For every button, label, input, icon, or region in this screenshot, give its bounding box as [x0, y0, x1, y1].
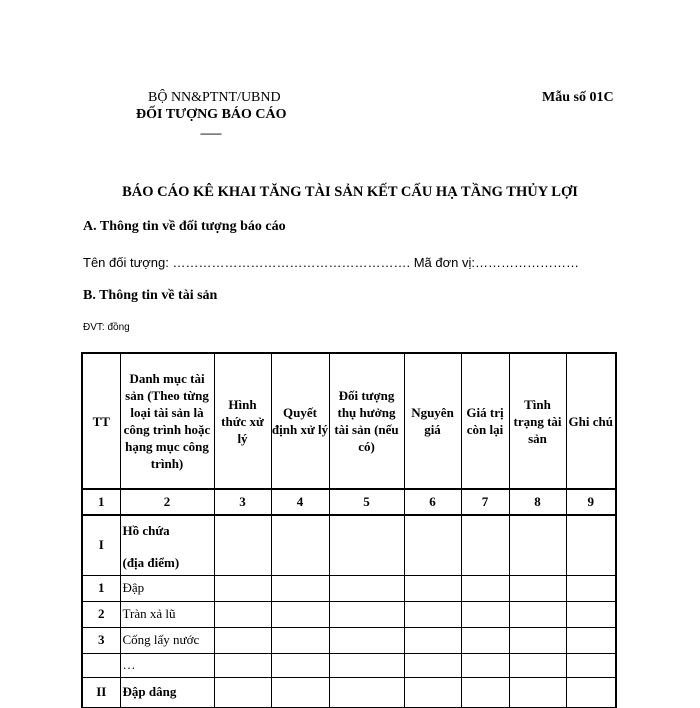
- col-header-residual-value: Giá trị còn lại: [461, 353, 509, 489]
- table-row: [82, 601, 616, 627]
- empty-cell: [509, 627, 566, 653]
- header-divider: -------: [200, 126, 221, 140]
- col-header-asset-list: Danh mục tài sản (Theo từng loại tài sản là công trình hoặc hạng mục công trình): [120, 353, 214, 489]
- empty-cell: [214, 575, 271, 601]
- empty-cell: [509, 515, 566, 575]
- group-row-reservoir: [82, 515, 616, 575]
- row-asset-name: Đập dâng: [120, 677, 214, 707]
- empty-cell: [271, 601, 329, 627]
- table-row: [82, 627, 616, 653]
- empty-cell: [461, 677, 509, 707]
- table-header-row: [82, 353, 616, 489]
- empty-cell: [329, 575, 404, 601]
- report-title: BÁO CÁO KÊ KHAI TĂNG TÀI SẢN KẾT CẤU HẠ TẦNG THỦY LỢI: [122, 184, 578, 200]
- form-number: Mẫu số 01C: [542, 90, 614, 105]
- group-row-weir: [82, 677, 616, 707]
- col-header-notes: Ghi chú: [566, 353, 616, 489]
- empty-cell: [509, 653, 566, 677]
- column-number: 8: [509, 489, 566, 515]
- empty-cell: [271, 515, 329, 575]
- currency-unit: ĐVT: đồng: [83, 322, 130, 333]
- row-tt: I: [82, 515, 120, 575]
- empty-cell: [271, 653, 329, 677]
- entity-name-line: Tên đối tượng: ………………………………………………. Mã đơn vị:……………………: [83, 255, 579, 270]
- column-number: 3: [214, 489, 271, 515]
- group-location: (địa điểm): [122, 555, 180, 570]
- table-row: [82, 653, 616, 677]
- empty-cell: [329, 677, 404, 707]
- empty-cell: [404, 653, 461, 677]
- empty-cell: [509, 575, 566, 601]
- column-number: 2: [120, 489, 214, 515]
- empty-cell: [461, 601, 509, 627]
- empty-cell: [566, 653, 616, 677]
- empty-cell: [509, 677, 566, 707]
- empty-cell: [214, 627, 271, 653]
- empty-cell: [329, 653, 404, 677]
- empty-cell: [461, 575, 509, 601]
- empty-cell: [214, 515, 271, 575]
- row-asset-name: [120, 515, 214, 575]
- row-asset-name: Cống lấy nước: [120, 627, 214, 653]
- empty-cell: [214, 601, 271, 627]
- empty-cell: [271, 575, 329, 601]
- col-header-asset-condition: Tình trạng tài sản: [509, 353, 566, 489]
- empty-cell: [214, 653, 271, 677]
- row-tt: II: [82, 677, 120, 707]
- section-a-heading: A. Thông tin về đối tượng báo cáo: [83, 219, 286, 234]
- empty-cell: [404, 601, 461, 627]
- col-header-beneficiary: Đối tượng thụ hưởng tài sản (nếu có): [329, 353, 404, 489]
- column-number-row: [82, 489, 616, 515]
- column-number: 7: [461, 489, 509, 515]
- empty-cell: [329, 627, 404, 653]
- row-tt: 2: [82, 601, 120, 627]
- group-title: Hồ chứa: [122, 523, 170, 538]
- empty-cell: [461, 515, 509, 575]
- col-header-handling-form: Hình thức xử lý: [214, 353, 271, 489]
- col-header-tt: TT: [82, 353, 120, 489]
- empty-cell: [566, 627, 616, 653]
- ministry-label: BỘ NN&PTNT/UBND: [148, 90, 281, 105]
- col-header-handling-decision: Quyết định xử lý: [271, 353, 329, 489]
- row-asset-name: Đập: [120, 575, 214, 601]
- table-row: [82, 575, 616, 601]
- empty-cell: [271, 677, 329, 707]
- column-number: 5: [329, 489, 404, 515]
- column-number: 1: [82, 489, 120, 515]
- column-number: 9: [566, 489, 616, 515]
- empty-cell: [404, 627, 461, 653]
- empty-cell: [214, 677, 271, 707]
- empty-cell: [271, 627, 329, 653]
- empty-cell: [329, 515, 404, 575]
- column-number: 6: [404, 489, 461, 515]
- empty-cell: [329, 601, 404, 627]
- row-tt: 1: [82, 575, 120, 601]
- row-asset-name: …: [120, 653, 214, 677]
- empty-cell: [566, 575, 616, 601]
- empty-cell: [566, 515, 616, 575]
- reporting-entity-label: ĐỐI TƯỢNG BÁO CÁO: [136, 107, 287, 122]
- empty-cell: [461, 653, 509, 677]
- empty-cell: [461, 627, 509, 653]
- empty-cell: [404, 677, 461, 707]
- col-header-original-cost: Nguyên giá: [404, 353, 461, 489]
- row-tt: 3: [82, 627, 120, 653]
- empty-cell: [404, 575, 461, 601]
- row-tt: [82, 653, 120, 677]
- empty-cell: [509, 601, 566, 627]
- column-number: 4: [271, 489, 329, 515]
- asset-table: [81, 352, 617, 708]
- empty-cell: [566, 677, 616, 707]
- empty-cell: [566, 601, 616, 627]
- row-asset-name: Tràn xả lũ: [120, 601, 214, 627]
- empty-cell: [404, 515, 461, 575]
- section-b-heading: B. Thông tin về tài sản: [83, 288, 218, 303]
